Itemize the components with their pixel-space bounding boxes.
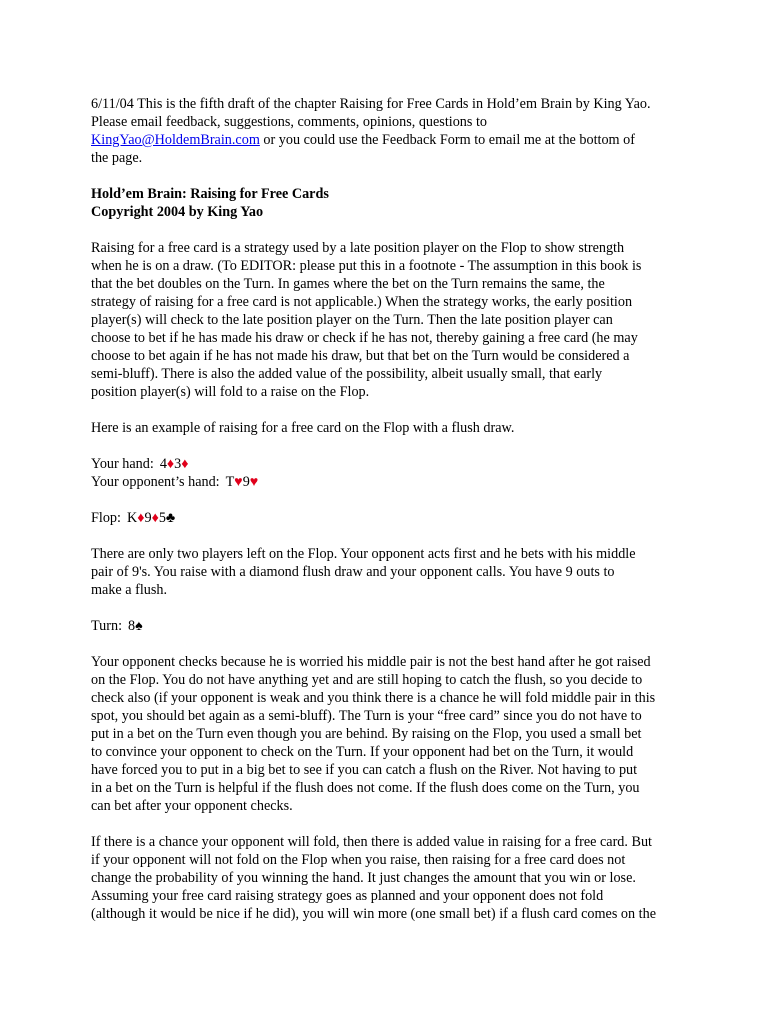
card-rank: T — [225, 474, 235, 490]
text-line: If there is a chance your opponent will fold, then there is added value in raising for a free card. But — [91, 834, 652, 850]
card-rank: 3 — [174, 456, 182, 472]
chapter-heading — [91, 185, 683, 221]
your-hand-line — [91, 455, 683, 473]
text-line: Raising for a free card is a strategy used by a late position player on the Flop to show strength — [91, 240, 625, 256]
text-line: when he is on a draw. (To EDITOR: please put this in a footnote - The assumption in this book is — [91, 258, 642, 274]
diamond-icon: ♦ — [166, 456, 175, 472]
intro-line-rest: or you could use the Feedback Form to email me at the bottom of — [259, 132, 635, 148]
card — [243, 474, 259, 490]
intro-line: Please email feedback, suggestions, comments, opinions, questions to — [91, 114, 488, 130]
text-line: put in a bet on the Turn even though you are behind. By raising on the Flop, you used a small bet — [91, 726, 642, 742]
club-icon: ♣ — [165, 510, 176, 526]
heart-icon: ♥ — [234, 474, 243, 490]
text-line: player(s) will check to the late position player on the Turn. Then the late position player can — [91, 312, 613, 328]
hands-block — [91, 455, 683, 491]
text-line: Here is an example of raising for a free card on the Flop with a flush draw. — [91, 420, 515, 436]
card — [160, 456, 174, 472]
intro-line: the page. — [91, 150, 143, 166]
card — [127, 510, 145, 526]
chapter-title: Hold’em Brain: Raising for Free Cards — [91, 186, 329, 202]
diamond-icon: ♦ — [181, 456, 189, 472]
intro-line: 6/11/04 This is the fifth draft of the chapter Raising for Free Cards in Hold’em Brain by King Yao. — [91, 96, 651, 112]
text-line: can bet after your opponent checks. — [91, 798, 293, 814]
text-line: check also (if your opponent is weak and you think there is a chance he will fold middle pair in this — [91, 690, 656, 706]
paragraph-flop-action — [91, 545, 683, 599]
text-line: Assuming your free card raising strategy goes as planned and your opponent does not fold — [91, 888, 604, 904]
turn-line — [91, 617, 683, 635]
flop-line — [91, 509, 683, 527]
text-line: position player(s) will fold to a raise on the Flop. — [91, 384, 370, 400]
opponent-hand-label: Your opponent’s hand: — [91, 474, 220, 490]
intro-line — [91, 131, 683, 149]
card-rank: 9 — [144, 510, 152, 526]
opponent-hand-line — [91, 473, 683, 491]
your-hand-label: Your hand: — [91, 456, 154, 472]
card-rank: 8 — [128, 618, 136, 634]
card — [159, 510, 175, 526]
text-line: spot, you should bet again as a semi-bluff). The Turn is your “free card” since you do not have to — [91, 708, 642, 724]
paragraph-example-intro — [91, 419, 683, 437]
text-line: have forced you to put in a big bet to see if you can catch a flush on the River. Not having to put — [91, 762, 638, 778]
copyright-line: Copyright 2004 by King Yao — [91, 204, 264, 220]
card — [128, 618, 143, 634]
flop-label: Flop: — [91, 510, 121, 526]
text-line: pair of 9's. You raise with a diamond flush draw and your opponent calls. You have 9 outs to — [91, 564, 615, 580]
intro-paragraph — [91, 95, 683, 167]
card-rank: 4 — [159, 456, 167, 472]
text-line: There are only two players left on the Flop. Your opponent acts first and he bets with his middle — [91, 546, 636, 562]
turn-label: Turn: — [91, 618, 123, 634]
card-rank: 9 — [242, 474, 250, 490]
text-line: strategy of raising for a free card is not applicable.) When the strategy works, the early position — [91, 294, 633, 310]
text-line: in a bet on the Turn is helpful if the flush does not come. If the flush does come on the Turn, you — [91, 780, 640, 796]
text-line: on the Flop. You do not have anything yet and are still hoping to catch the flush, so you decide to — [91, 672, 643, 688]
diamond-icon: ♦ — [151, 510, 159, 526]
card — [144, 510, 158, 526]
paragraph-added-value — [91, 833, 683, 923]
card — [174, 456, 188, 472]
card — [226, 474, 243, 490]
text-line: choose to bet again if he has not made his draw, but that bet on the Turn would be considered a — [91, 348, 630, 364]
text-line: if your opponent will not fold on the Flop when you raise, then raising for a free card does not — [91, 852, 626, 868]
text-line: that the bet doubles on the Turn. In games where the bet on the Turn remains the same, the — [91, 276, 605, 292]
diamond-icon: ♦ — [137, 510, 145, 526]
text-line: (although it would be nice if he did), you will win more (one small bet) if a flush card comes on the — [91, 906, 656, 922]
text-line: semi-bluff). There is also the added value of the possibility, albeit usually small, that early — [91, 366, 603, 382]
document-body — [91, 95, 683, 923]
card-rank: 5 — [158, 510, 166, 526]
email-link[interactable]: KingYao@HoldemBrain.com — [91, 132, 260, 148]
card-rank: K — [126, 510, 138, 526]
spade-icon: ♠ — [135, 618, 143, 634]
text-line: change the probability of you winning the hand. It just changes the amount that you win or lose. — [91, 870, 636, 886]
text-line: choose to bet if he has made his draw or check if he has not, thereby gaining a free card (he may — [91, 330, 638, 346]
heart-icon: ♥ — [249, 474, 259, 490]
paragraph-turn-action — [91, 653, 683, 815]
text-line: make a flush. — [91, 582, 168, 598]
paragraph-free-card-definition — [91, 239, 683, 401]
text-line: to convince your opponent to check on the Turn. If your opponent had bet on the Turn, it would — [91, 744, 634, 760]
text-line: Your opponent checks because he is worried his middle pair is not the best hand after he got raised — [91, 654, 651, 670]
